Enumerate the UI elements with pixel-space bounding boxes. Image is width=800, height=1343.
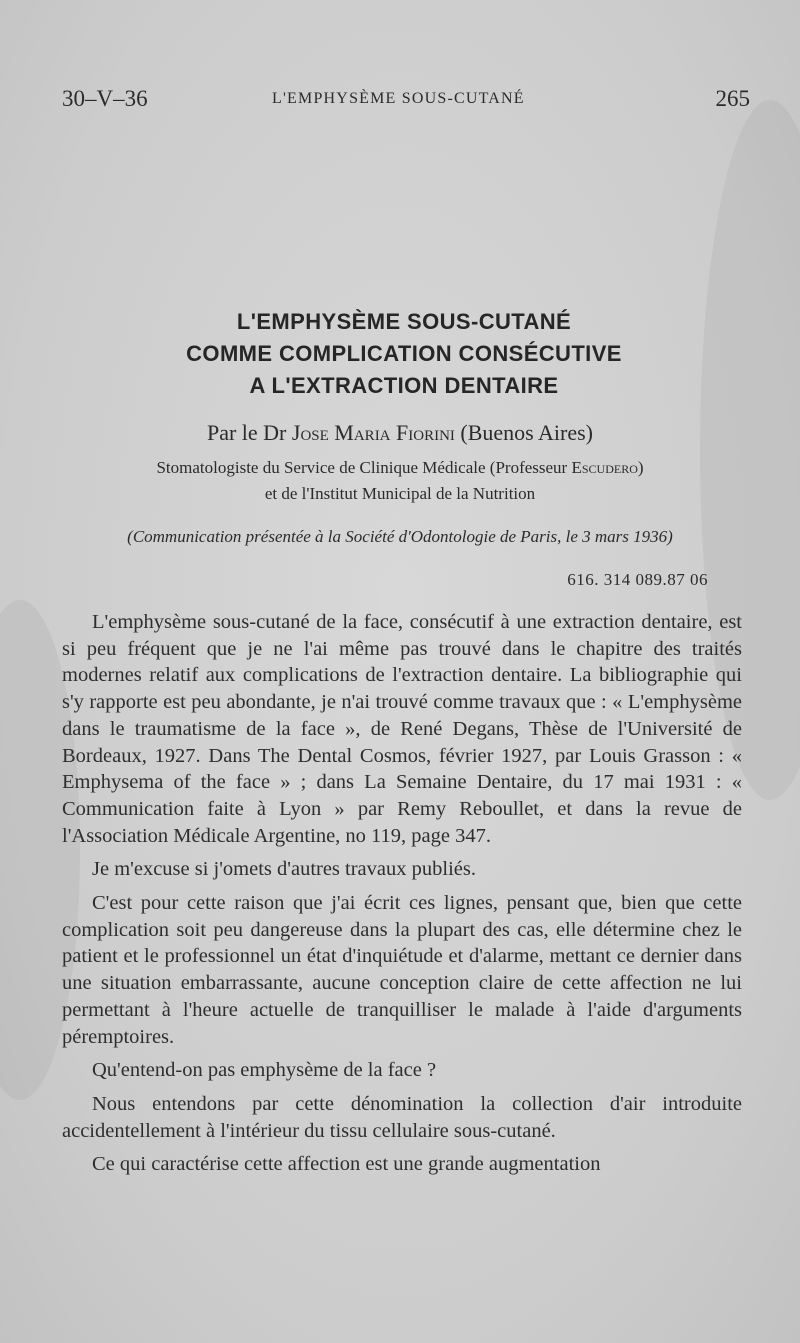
- title-line: COMME COMPLICATION CONSÉCUTIVE: [186, 341, 622, 366]
- paragraph: Ce qui caractérise cette affection est une grande augmentation: [92, 1153, 601, 1176]
- professor-name: Escudero): [571, 458, 644, 477]
- author-prefix: Par le Dr: [206, 420, 287, 445]
- paragraph: C'est pour cette raison que j'ai écrit ces lignes, pensant que, bien que cette complication soit peu dangereuse dans la plupart des cas, elle détermine chez le patient et le professionnel un état d'inquiétude et d'alarme, mettant ce dernier dans une situation embarrassante, aucune conception claire de cette affection ne lui permettant à l'heure actuelle de tranquilliser le malade à l'aide d'arguments péremptoires.: [62, 892, 742, 1048]
- title-line: A L'EXTRACTION DENTAIRE: [249, 373, 559, 398]
- paragraph: L'emphysème sous-cutané de la face, consécutif à une extraction dentaire, est si peu fréquent que je ne l'ai même pas trouvé dans le chapitre des traités modernes relatif aux complications de l'extraction dentaire. La bibliographie qui s'y rapporte est peu abondante, je n'ai trouvé comme travaux que : « L'emphysème dans le traumatisme de la face », de René Degans, Thèse de l'Université de Bordeaux, 1927. Dans The Dental Cosmos, février 1927, par Louis Grasson : « Emphysema of the face » ; dans La Semaine Dentaire, du 17 mai 1931 : « Communication faite à Lyon » par Remy Reboullet, et dans la revue de l'Association Médicale Argentine, no 119, page 347.: [62, 611, 742, 847]
- article-body: [62, 609, 742, 1185]
- paragraph: Qu'entend-on pas emphysème de la face ?: [92, 1059, 437, 1082]
- paragraph: Nous entendons par cette dénomination la collection d'air introduite accidentellement à l'intérieur du tissu cellulaire sous-cutané.: [62, 1092, 742, 1142]
- page-number: 265: [715, 86, 750, 111]
- paragraph: Je m'excuse si j'omets d'autres travaux publiés.: [92, 858, 476, 881]
- article-title: [0, 306, 800, 402]
- header-running-title: L'EMPHYSÈME SOUS-CUTANÉ: [272, 90, 525, 107]
- affiliation-line: et de l'Institut Municipal de la Nutrition: [264, 484, 536, 503]
- running-header: [0, 86, 800, 122]
- communication-note: (Communication présentée à la Société d'Odontologie de Paris, le 3 mars 1936): [127, 527, 673, 546]
- affiliation-text: Stomatologiste du Service de Clinique Médicale (Professeur: [156, 458, 568, 477]
- affiliation-line: [0, 458, 800, 478]
- author-location: (Buenos Aires): [460, 420, 594, 445]
- author-name: Jose Maria Fiorini: [291, 420, 455, 445]
- author-line: [0, 420, 800, 446]
- classification-code: 616. 314 089.87 06: [567, 570, 708, 589]
- header-date: 30–V–36: [62, 86, 148, 111]
- title-line: L'EMPHYSÈME SOUS-CUTANÉ: [236, 309, 572, 334]
